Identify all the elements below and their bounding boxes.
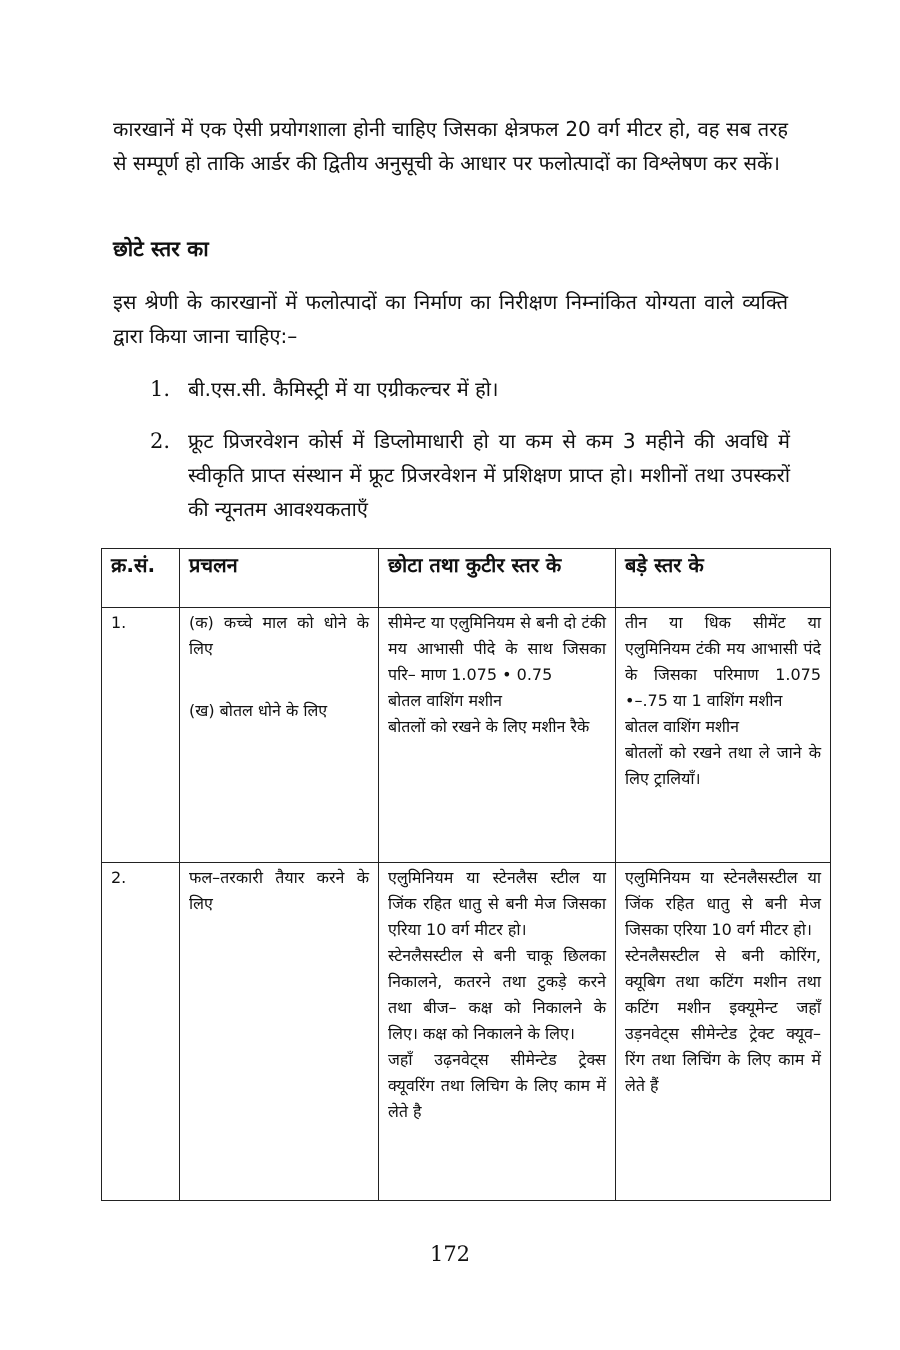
header-large-scale: बड़े स्तर के [616, 549, 831, 608]
cell-text: सीमेन्ट या एलुमिनियम से बनी दो टंकी मय आभासी पीदे के साथ जिसका परि– माण 1.075 • 0.75 [388, 613, 606, 684]
qualification-paragraph: इस श्रेणी के कारखानों में फलोत्पादों का निर्माण का निरीक्षण निम्नांकित योग्यता वाले व्यक्ति द्वारा किया जाना चाहिए:– [113, 290, 788, 348]
cell-text: एलुमिनियम या स्टेनलैसस्टील या जिंक रहित धातु से बनी मेज जिसका एरिया 10 वर्ग मीटर हो। [625, 868, 821, 939]
qualification-list [150, 372, 790, 526]
intro-paragraph: कारखानें में एक ऐसी प्रयोगशाला होनी चाहिए जिसका क्षेत्रफल 20 वर्ग मीटर हो, वह सब तरह से सम्पूर्ण हो ताकि आर्डर की द्वितीय अनुसूची के आधार पर फलोत्पादों का विश्लेषण कर सकें। [113, 117, 788, 175]
cell-text: (क) कच्चे माल को धोने के लिए [189, 613, 369, 658]
cell-text: बोतलों को रखने के लिए मशीन रैके [388, 717, 590, 736]
cell-serial: 2. [102, 863, 180, 1201]
cell-operation [180, 608, 379, 863]
table-row [102, 608, 831, 863]
header-serial: क्र.सं. [102, 549, 180, 608]
cell-operation [180, 863, 379, 1201]
cell-small-scale [379, 608, 616, 863]
cell-text: स्टेनलैसस्टील से बनी कोरिंग, क्यूबिग तथा कटिंग मशीन तथा कटिंग मशीन इक्यूमेन्ट जहाँ उड़नवेट्स सीमेन्टेड ट्रेक्ट क्यूव– रिंग तथा लिचिंग के लिए काम में लेते हैं [625, 946, 821, 1095]
cell-text: तीन या धिक सीमेंट या एलुमिनियम टंकी मय आभासी पंदे के जिसका परिमाण 1.075 •–.75 या 1 वाशिंग मशीन [625, 613, 821, 710]
section-heading: छोटे स्तर का [113, 237, 209, 261]
page-number: 172 [429, 1242, 471, 1266]
cell-text: बोतलों को रखने तथा ले जाने के लिए ट्रालियाँ। [625, 743, 821, 788]
table-row [102, 863, 831, 1201]
cell-text: एलुमिनियम या स्टेनलैस स्टील या जिंक रहित धातु से बनी मेज जिसका एरिया 10 वर्ग मीटर हो। [388, 868, 606, 939]
list-item-number: 2. [150, 429, 171, 453]
cell-large-scale [616, 863, 831, 1201]
list-item [150, 424, 790, 526]
list-item-text: बी.एस.सी. कैमिस्ट्री में या एग्रीकल्चर में हो। [188, 377, 499, 401]
cell-text: स्टेनलैसस्टील से बनी चाकू छिलका निकालने, कतरने तथा टुकड़े करने तथा बीज– कक्ष को निकालने के लिए। कक्ष को निकालने के लिए। [388, 946, 606, 1043]
table-header-row [102, 549, 831, 608]
cell-small-scale [379, 863, 616, 1201]
header-small-scale: छोटा तथा कुटीर स्तर के [379, 549, 616, 608]
list-item-number: 1. [150, 377, 171, 401]
cell-text: जहाँ उढ़नवेट्स सीमेन्टेड ट्रेक्स क्यूवरिंग तथा लिचिग के लिए काम में लेते है [388, 1050, 606, 1121]
cell-text: (ख) बोतल धोने के लिए [189, 701, 328, 720]
cell-text: बोतल वाशिंग मशीन [388, 691, 502, 710]
header-operation: प्रचलन [180, 549, 379, 608]
equipment-table [101, 548, 831, 1201]
cell-large-scale [616, 608, 831, 863]
cell-text: फल–तरकारी तैयार करने के लिए [189, 868, 369, 913]
list-item-text: फ्रूट प्रिजरवेशन कोर्स में डिप्लोमाधारी हो या कम से कम 3 महीने की अवधि में स्वीकृति प्राप्त संस्थान में फ्रूट प्रिजरवेशन में प्रशिक्षण प्राप्त हो। मशीनों तथा उपस्करों की न्यूनतम आवश्यकताएँ [188, 429, 790, 521]
cell-serial: 1. [102, 608, 180, 863]
list-item [150, 372, 790, 406]
cell-text: बोतल वाशिंग मशीन [625, 717, 739, 736]
